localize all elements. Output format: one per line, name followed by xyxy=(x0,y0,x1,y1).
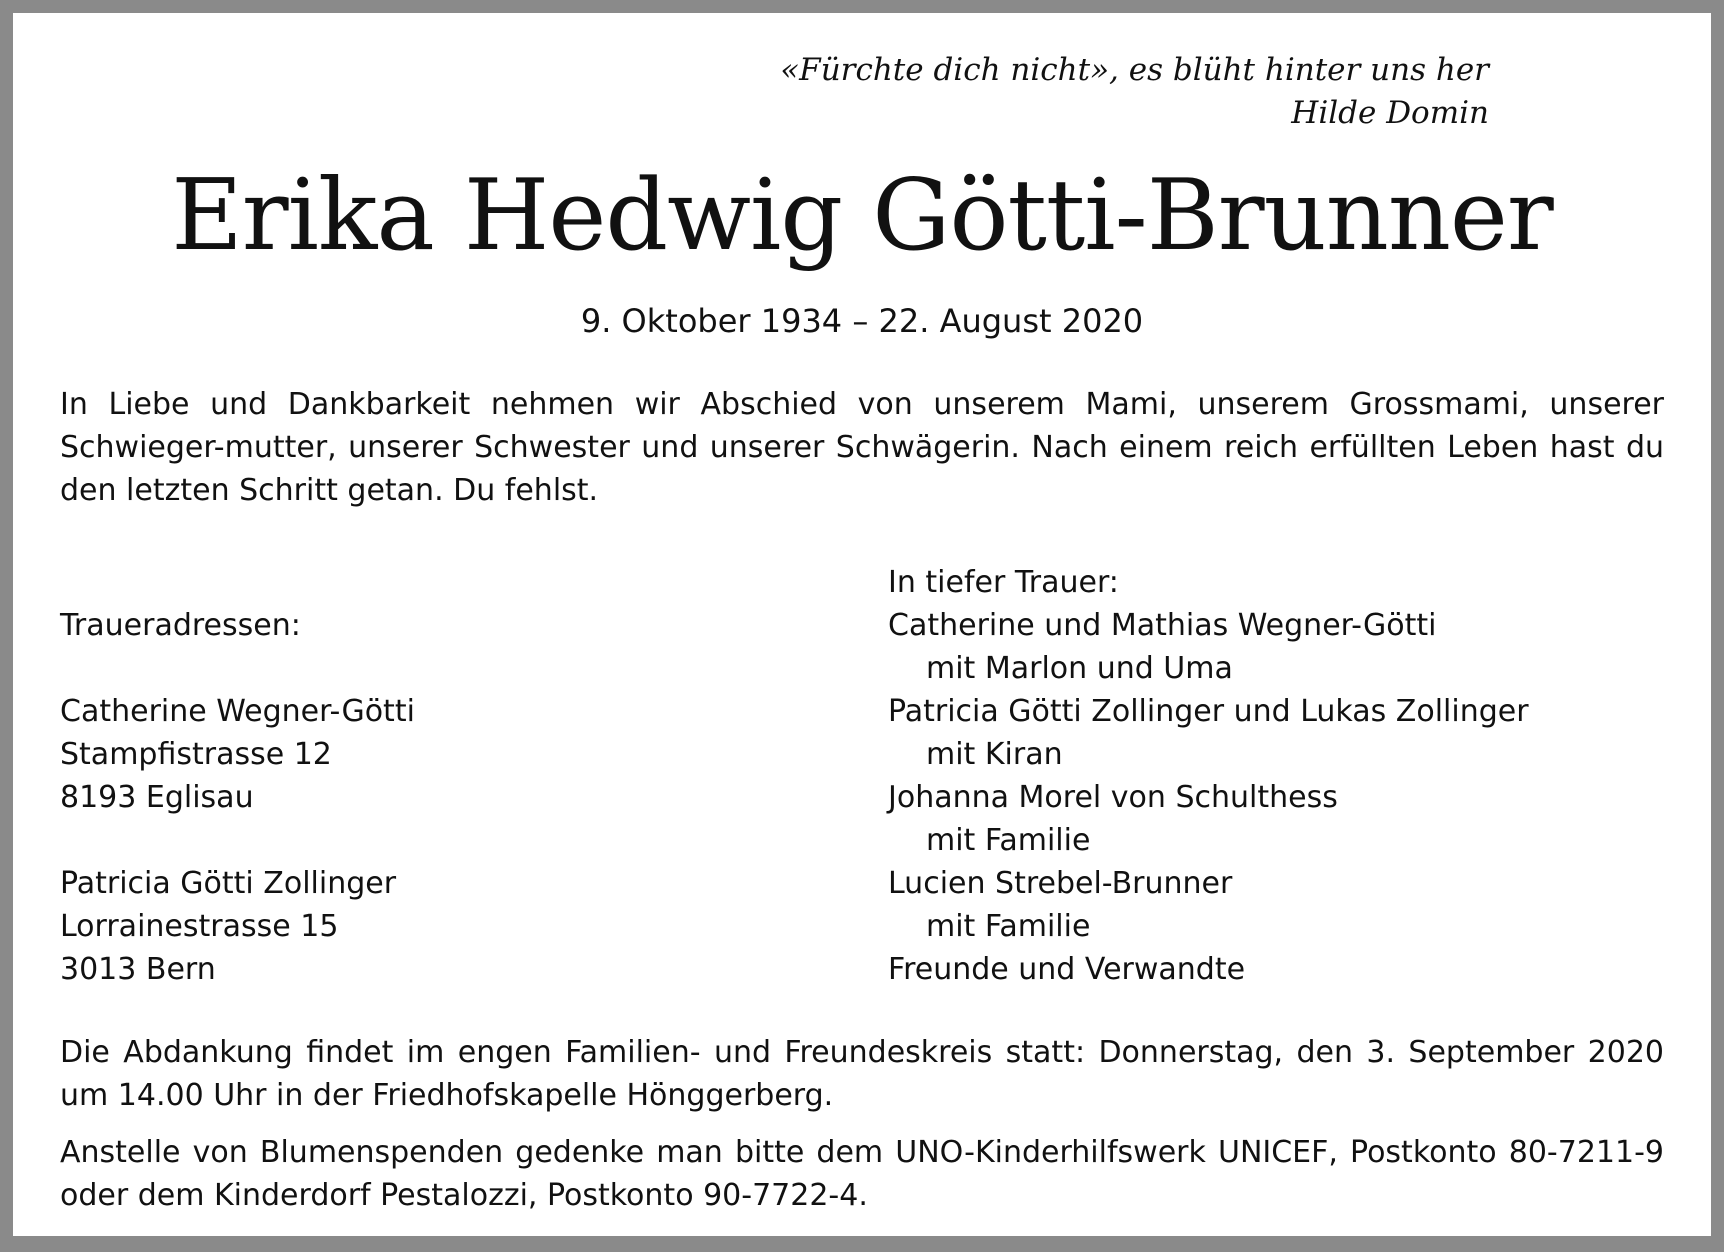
addresses-heading: Traueradressen: xyxy=(60,608,301,643)
mourner-line: mit Marlon und Uma xyxy=(926,651,1233,686)
mourner-line: Freunde und Verwandte xyxy=(888,952,1246,987)
mourner-line: mit Kiran xyxy=(926,737,1063,772)
donation-info: Anstelle von Blumenspenden gedenke man bitte dem UNO-Kinderhilfswerk UNICEF, Postkonto 80-7211-9 oder dem Kinderdorf Pestalozzi, Postkonto 90-7722-4. xyxy=(60,1135,1664,1213)
mourner-line: Lucien Strebel-Brunner xyxy=(888,866,1233,901)
address-street: Lorrainestrasse 15 xyxy=(60,909,339,944)
mourning-addresses xyxy=(60,604,760,991)
mourners-list xyxy=(888,561,1688,991)
deceased-name: Erika Hedwig Götti-Brunner xyxy=(171,159,1553,273)
motto-quote-block xyxy=(780,49,1489,135)
motto-author: Hilde Domin xyxy=(1291,95,1489,131)
spacer xyxy=(60,647,760,690)
mourner-line: Johanna Morel von Schulthess xyxy=(888,780,1338,815)
mourner-line: mit Familie xyxy=(926,823,1091,858)
motto-quote: «Fürchte dich nicht», es blüht hinter uns her xyxy=(780,52,1489,88)
mourners-heading: In tiefer Trauer: xyxy=(888,565,1119,600)
address-city: 8193 Eglisau xyxy=(60,780,254,815)
spacer xyxy=(60,819,760,862)
intro-paragraph: In Liebe und Dankbarkeit nehmen wir Abschied von unserem Mami, unserem Grossmami, unserer Schwieger-mutter, unserer Schwester und unserer Schwägerin. Nach einem reich erfüllten Leben hast du den letzten Schritt getan. Du fehlst. xyxy=(60,387,1664,508)
mourner-line: mit Familie xyxy=(926,909,1091,944)
mourner-line: Catherine und Mathias Wegner-Götti xyxy=(888,608,1437,643)
life-dates: 9. Oktober 1934 – 22. August 2020 xyxy=(580,302,1144,340)
address-name: Catherine Wegner-Götti xyxy=(60,694,415,729)
address-city: 3013 Bern xyxy=(60,952,216,987)
service-info: Die Abdankung findet im engen Familien- und Freundeskreis statt: Donnerstag, den 3. September 2020 um 14.00 Uhr in der Friedhofskapelle Hönggerberg. xyxy=(60,1035,1664,1113)
address-name: Patricia Götti Zollinger xyxy=(60,866,397,901)
address-street: Stampfistrasse 12 xyxy=(60,737,332,772)
mourner-line: Patricia Götti Zollinger und Lukas Zollinger xyxy=(888,694,1529,729)
obituary-page xyxy=(13,13,1711,1236)
